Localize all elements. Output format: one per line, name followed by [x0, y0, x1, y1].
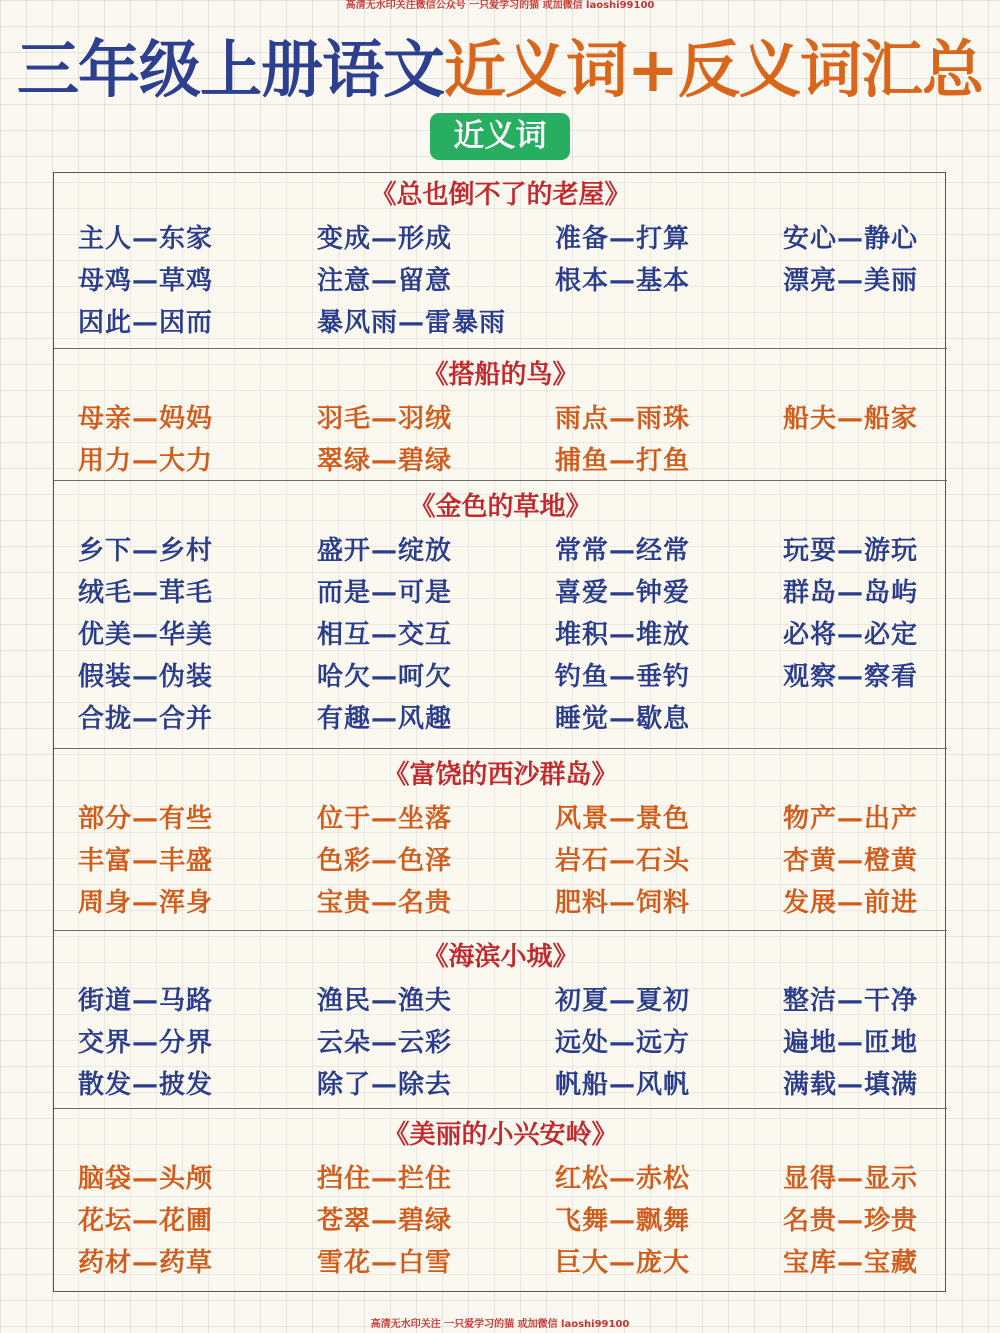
synonym-pair: 必将—必定 — [783, 620, 919, 650]
synonym-pair: 满载—填满 — [783, 1070, 919, 1100]
section-divider — [54, 930, 947, 931]
synonym-pair: 发展—前进 — [783, 888, 919, 918]
synonym-pair: 雨点—雨珠 — [555, 404, 691, 434]
synonym-pair: 红松—赤松 — [555, 1164, 691, 1194]
lesson-title: 《美丽的小兴安岭》 — [383, 1120, 618, 1150]
synonym-pair: 花坛—花圃 — [78, 1206, 214, 1236]
synonym-pair: 玩耍—游玩 — [783, 536, 919, 566]
synonym-pair: 母亲—妈妈 — [78, 404, 214, 434]
synonym-pair: 捕鱼—打鱼 — [555, 446, 691, 476]
synonym-pair: 宝贵—名贵 — [317, 888, 453, 918]
synonym-pair: 根本—基本 — [555, 266, 691, 296]
synonym-pair: 周身—浑身 — [78, 888, 214, 918]
synonym-pair: 喜爱—钟爱 — [555, 578, 691, 608]
synonym-pair: 相互—交互 — [317, 620, 453, 650]
synonym-pair: 交界—分界 — [78, 1028, 214, 1058]
synonym-pair: 帆船—风帆 — [555, 1070, 691, 1100]
synonym-pair: 岩石—石头 — [555, 846, 691, 876]
synonym-pair: 漂亮—美丽 — [783, 266, 919, 296]
synonym-pair: 乡下—乡村 — [78, 536, 214, 566]
synonym-pair: 巨大—庞大 — [555, 1248, 691, 1278]
watermark-bottom: 高清无水印关注 一只爱学习的猫 或加微信 laoshi99100 — [370, 1319, 630, 1330]
page-title — [0, 30, 1000, 110]
synonym-pair: 注意—留意 — [317, 266, 453, 296]
synonym-pair: 丰富—丰盛 — [78, 846, 214, 876]
synonym-pair: 云朵—云彩 — [317, 1028, 453, 1058]
lesson-title: 《总也倒不了的老屋》 — [370, 180, 631, 210]
lesson-title: 《海滨小城》 — [422, 942, 579, 972]
synonym-pair: 有趣—风趣 — [317, 704, 453, 734]
synonym-badge: 近义词 — [430, 113, 570, 160]
synonym-pair: 钓鱼—垂钓 — [555, 662, 691, 692]
synonym-pair: 观察—察看 — [783, 662, 919, 692]
synonym-pair: 远处—远方 — [555, 1028, 691, 1058]
lesson-title: 《金色的草地》 — [409, 492, 592, 522]
synonym-pair: 渔民—渔夫 — [317, 986, 453, 1016]
synonym-pair: 常常—经常 — [555, 536, 691, 566]
synonym-pair: 雪花—白雪 — [317, 1248, 453, 1278]
synonym-pair: 街道—马路 — [78, 986, 214, 1016]
synonym-pair: 色彩—色泽 — [317, 846, 453, 876]
synonym-pair: 堆积—堆放 — [555, 620, 691, 650]
synonym-pair: 优美—华美 — [78, 620, 214, 650]
synonym-pair: 名贵—珍贵 — [783, 1206, 919, 1236]
synonym-pair: 船夫—船家 — [783, 404, 919, 434]
synonym-pair: 苍翠—碧绿 — [317, 1206, 453, 1236]
synonym-pair: 绒毛—茸毛 — [78, 578, 214, 608]
synonym-pair: 群岛—岛屿 — [783, 578, 919, 608]
synonym-pair: 风景—景色 — [555, 804, 691, 834]
synonym-pair: 宝库—宝藏 — [783, 1248, 919, 1278]
synonym-pair: 因此—因而 — [78, 308, 214, 338]
synonym-pair: 暴风雨—雷暴雨 — [317, 308, 507, 338]
synonym-pair: 准备—打算 — [555, 224, 691, 254]
synonym-pair: 母鸡—草鸡 — [78, 266, 214, 296]
synonym-pair: 哈欠—呵欠 — [317, 662, 453, 692]
synonym-pair: 用力—大力 — [78, 446, 214, 476]
synonym-pair: 除了—除去 — [317, 1070, 453, 1100]
title-part-1: 三年级上册语文 — [17, 33, 445, 106]
synonym-pair: 药材—药草 — [78, 1248, 214, 1278]
synonym-pair: 散发—披发 — [78, 1070, 214, 1100]
synonym-pair: 主人—东家 — [78, 224, 214, 254]
synonym-pair: 羽毛—羽绒 — [317, 404, 453, 434]
section-divider — [54, 480, 947, 481]
synonym-pair: 整洁—干净 — [783, 986, 919, 1016]
section-divider — [54, 1108, 947, 1109]
lesson-title: 《富饶的西沙群岛》 — [383, 760, 618, 790]
section-divider — [54, 348, 947, 349]
synonym-pair: 而是—可是 — [317, 578, 453, 608]
synonym-pair: 挡住—拦住 — [317, 1164, 453, 1194]
synonym-pair: 假装—伪装 — [78, 662, 214, 692]
lesson-title: 《搭船的鸟》 — [422, 360, 579, 390]
synonym-pair: 盛开—绽放 — [317, 536, 453, 566]
word-table — [53, 172, 946, 1292]
synonym-pair: 飞舞—飘舞 — [555, 1206, 691, 1236]
synonym-pair: 脑袋—头颅 — [78, 1164, 214, 1194]
synonym-pair: 安心—静心 — [783, 224, 919, 254]
synonym-pair: 遍地—匝地 — [783, 1028, 919, 1058]
synonym-pair: 显得—显示 — [783, 1164, 919, 1194]
section-divider — [54, 748, 947, 749]
synonym-pair: 初夏—夏初 — [555, 986, 691, 1016]
synonym-pair: 变成—形成 — [317, 224, 453, 254]
watermark-top: 高清无水印关注微信公众号 一只爱学习的猫 或加微信 laoshi99100 — [345, 0, 655, 11]
synonym-pair: 睡觉—歇息 — [555, 704, 691, 734]
synonym-pair: 物产—出产 — [783, 804, 919, 834]
synonym-pair: 翠绿—碧绿 — [317, 446, 453, 476]
synonym-pair: 肥料—饲料 — [555, 888, 691, 918]
synonym-pair: 部分—有些 — [78, 804, 214, 834]
synonym-pair: 合拢—合并 — [78, 704, 214, 734]
title-part-2: 近义词+反义词汇总 — [444, 33, 983, 106]
synonym-pair: 位于—坐落 — [317, 804, 453, 834]
synonym-pair: 杏黄—橙黄 — [783, 846, 919, 876]
